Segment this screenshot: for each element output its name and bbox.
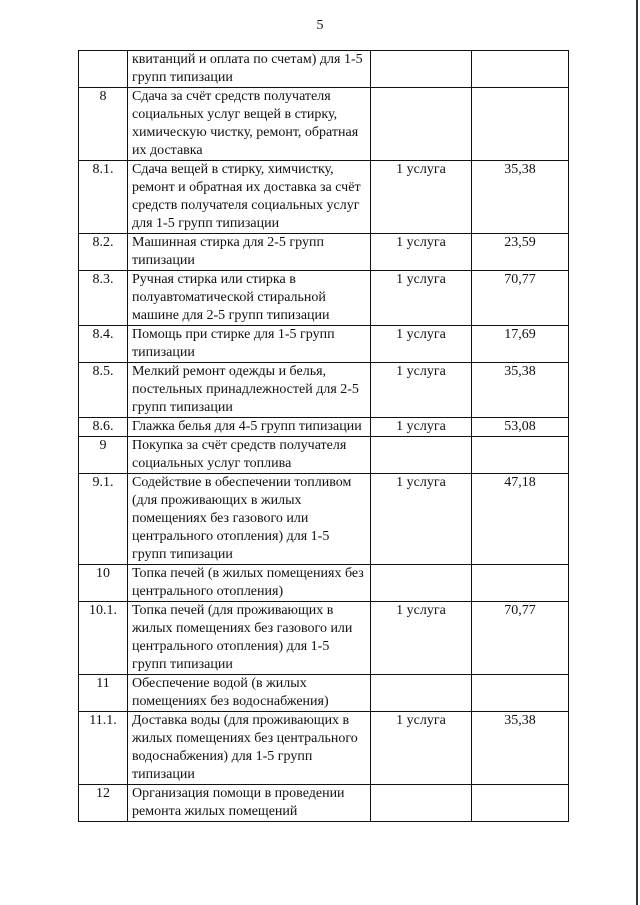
- row-number: [79, 51, 128, 88]
- price-cell: 35,38: [472, 363, 569, 418]
- row-number: 11: [79, 675, 128, 712]
- service-name: Топка печей (для проживающих в жилых помещениях без газового или центрального отопления) для 1-5 групп типизации: [128, 602, 371, 675]
- service-name: Обеспечение водой (в жилых помещениях без водоснабжения): [128, 675, 371, 712]
- unit-cell: 1 услуга: [371, 602, 472, 675]
- row-number: 9.1.: [79, 474, 128, 565]
- table-row: [79, 161, 569, 234]
- service-name: Содействие в обеспечении топливом (для проживающих в жилых помещениях без газового или центрального отопления) для 1-5 групп типизации: [128, 474, 371, 565]
- row-number: 11.1.: [79, 712, 128, 785]
- table-row: [79, 437, 569, 474]
- unit-cell: 1 услуга: [371, 161, 472, 234]
- unit-cell: 1 услуга: [371, 326, 472, 363]
- table-row: [79, 675, 569, 712]
- price-cell: 35,38: [472, 161, 569, 234]
- service-name: Ручная стирка или стирка в полуавтоматической стиральной машине для 2-5 групп типизации: [128, 271, 371, 326]
- page-number: 5: [316, 18, 324, 33]
- unit-cell: 1 услуга: [371, 712, 472, 785]
- table-row: [79, 326, 569, 363]
- row-number: 8.2.: [79, 234, 128, 271]
- service-name: Глажка белья для 4-5 групп типизации: [128, 418, 371, 437]
- unit-cell: 1 услуга: [371, 271, 472, 326]
- table-row: [79, 271, 569, 326]
- table-row: [79, 474, 569, 565]
- service-name: Покупка за счёт средств получателя социальных услуг топлива: [128, 437, 371, 474]
- row-number: 8.1.: [79, 161, 128, 234]
- table-row: [79, 785, 569, 822]
- unit-cell: 1 услуга: [371, 418, 472, 437]
- unit-cell: [371, 88, 472, 161]
- table-row: [79, 712, 569, 785]
- unit-cell: 1 услуга: [371, 234, 472, 271]
- table-row: [79, 565, 569, 602]
- service-name: Топка печей (в жилых помещениях без центрального отопления): [128, 565, 371, 602]
- price-cell: 35,38: [472, 712, 569, 785]
- row-number: 8.4.: [79, 326, 128, 363]
- table-row: [79, 51, 569, 88]
- table-row: [79, 363, 569, 418]
- row-number: 9: [79, 437, 128, 474]
- price-cell: 53,08: [472, 418, 569, 437]
- price-cell: [472, 51, 569, 88]
- row-number: 10: [79, 565, 128, 602]
- table-row: [79, 234, 569, 271]
- services-table: [78, 50, 569, 822]
- unit-cell: [371, 565, 472, 602]
- service-name: Помощь при стирке для 1-5 групп типизации: [128, 326, 371, 363]
- price-cell: 23,59: [472, 234, 569, 271]
- row-number: 8.3.: [79, 271, 128, 326]
- service-name: Сдача за счёт средств получателя социальных услуг вещей в стирку, химическую чистку, ремонт, обратная их доставка: [128, 88, 371, 161]
- price-cell: [472, 675, 569, 712]
- row-number: 8.6.: [79, 418, 128, 437]
- scan-edge-line: [636, 0, 638, 905]
- unit-cell: [371, 785, 472, 822]
- service-name: Машинная стирка для 2-5 групп типизации: [128, 234, 371, 271]
- table-row: [79, 418, 569, 437]
- unit-cell: [371, 675, 472, 712]
- price-cell: [472, 785, 569, 822]
- price-cell: [472, 565, 569, 602]
- table-row: [79, 602, 569, 675]
- price-cell: [472, 88, 569, 161]
- service-name: Доставка воды (для проживающих в жилых помещениях без центрального водоснабжения) для 1-5 групп типизации: [128, 712, 371, 785]
- service-name: квитанций и оплата по счетам) для 1-5 групп типизации: [128, 51, 371, 88]
- service-name: Сдача вещей в стирку, химчистку, ремонт и обратная их доставка за счёт средств получателя социальных услуг для 1-5 групп типизации: [128, 161, 371, 234]
- row-number: 10.1.: [79, 602, 128, 675]
- row-number: 8.5.: [79, 363, 128, 418]
- unit-cell: [371, 51, 472, 88]
- price-cell: 70,77: [472, 602, 569, 675]
- service-name: Организация помощи в проведении ремонта жилых помещений: [128, 785, 371, 822]
- unit-cell: 1 услуга: [371, 363, 472, 418]
- service-name: Мелкий ремонт одежды и белья, постельных принадлежностей для 2-5 групп типизации: [128, 363, 371, 418]
- unit-cell: [371, 437, 472, 474]
- price-cell: [472, 437, 569, 474]
- price-cell: 47,18: [472, 474, 569, 565]
- unit-cell: 1 услуга: [371, 474, 472, 565]
- row-number: 8: [79, 88, 128, 161]
- table-row: [79, 88, 569, 161]
- price-cell: 70,77: [472, 271, 569, 326]
- row-number: 12: [79, 785, 128, 822]
- price-cell: 17,69: [472, 326, 569, 363]
